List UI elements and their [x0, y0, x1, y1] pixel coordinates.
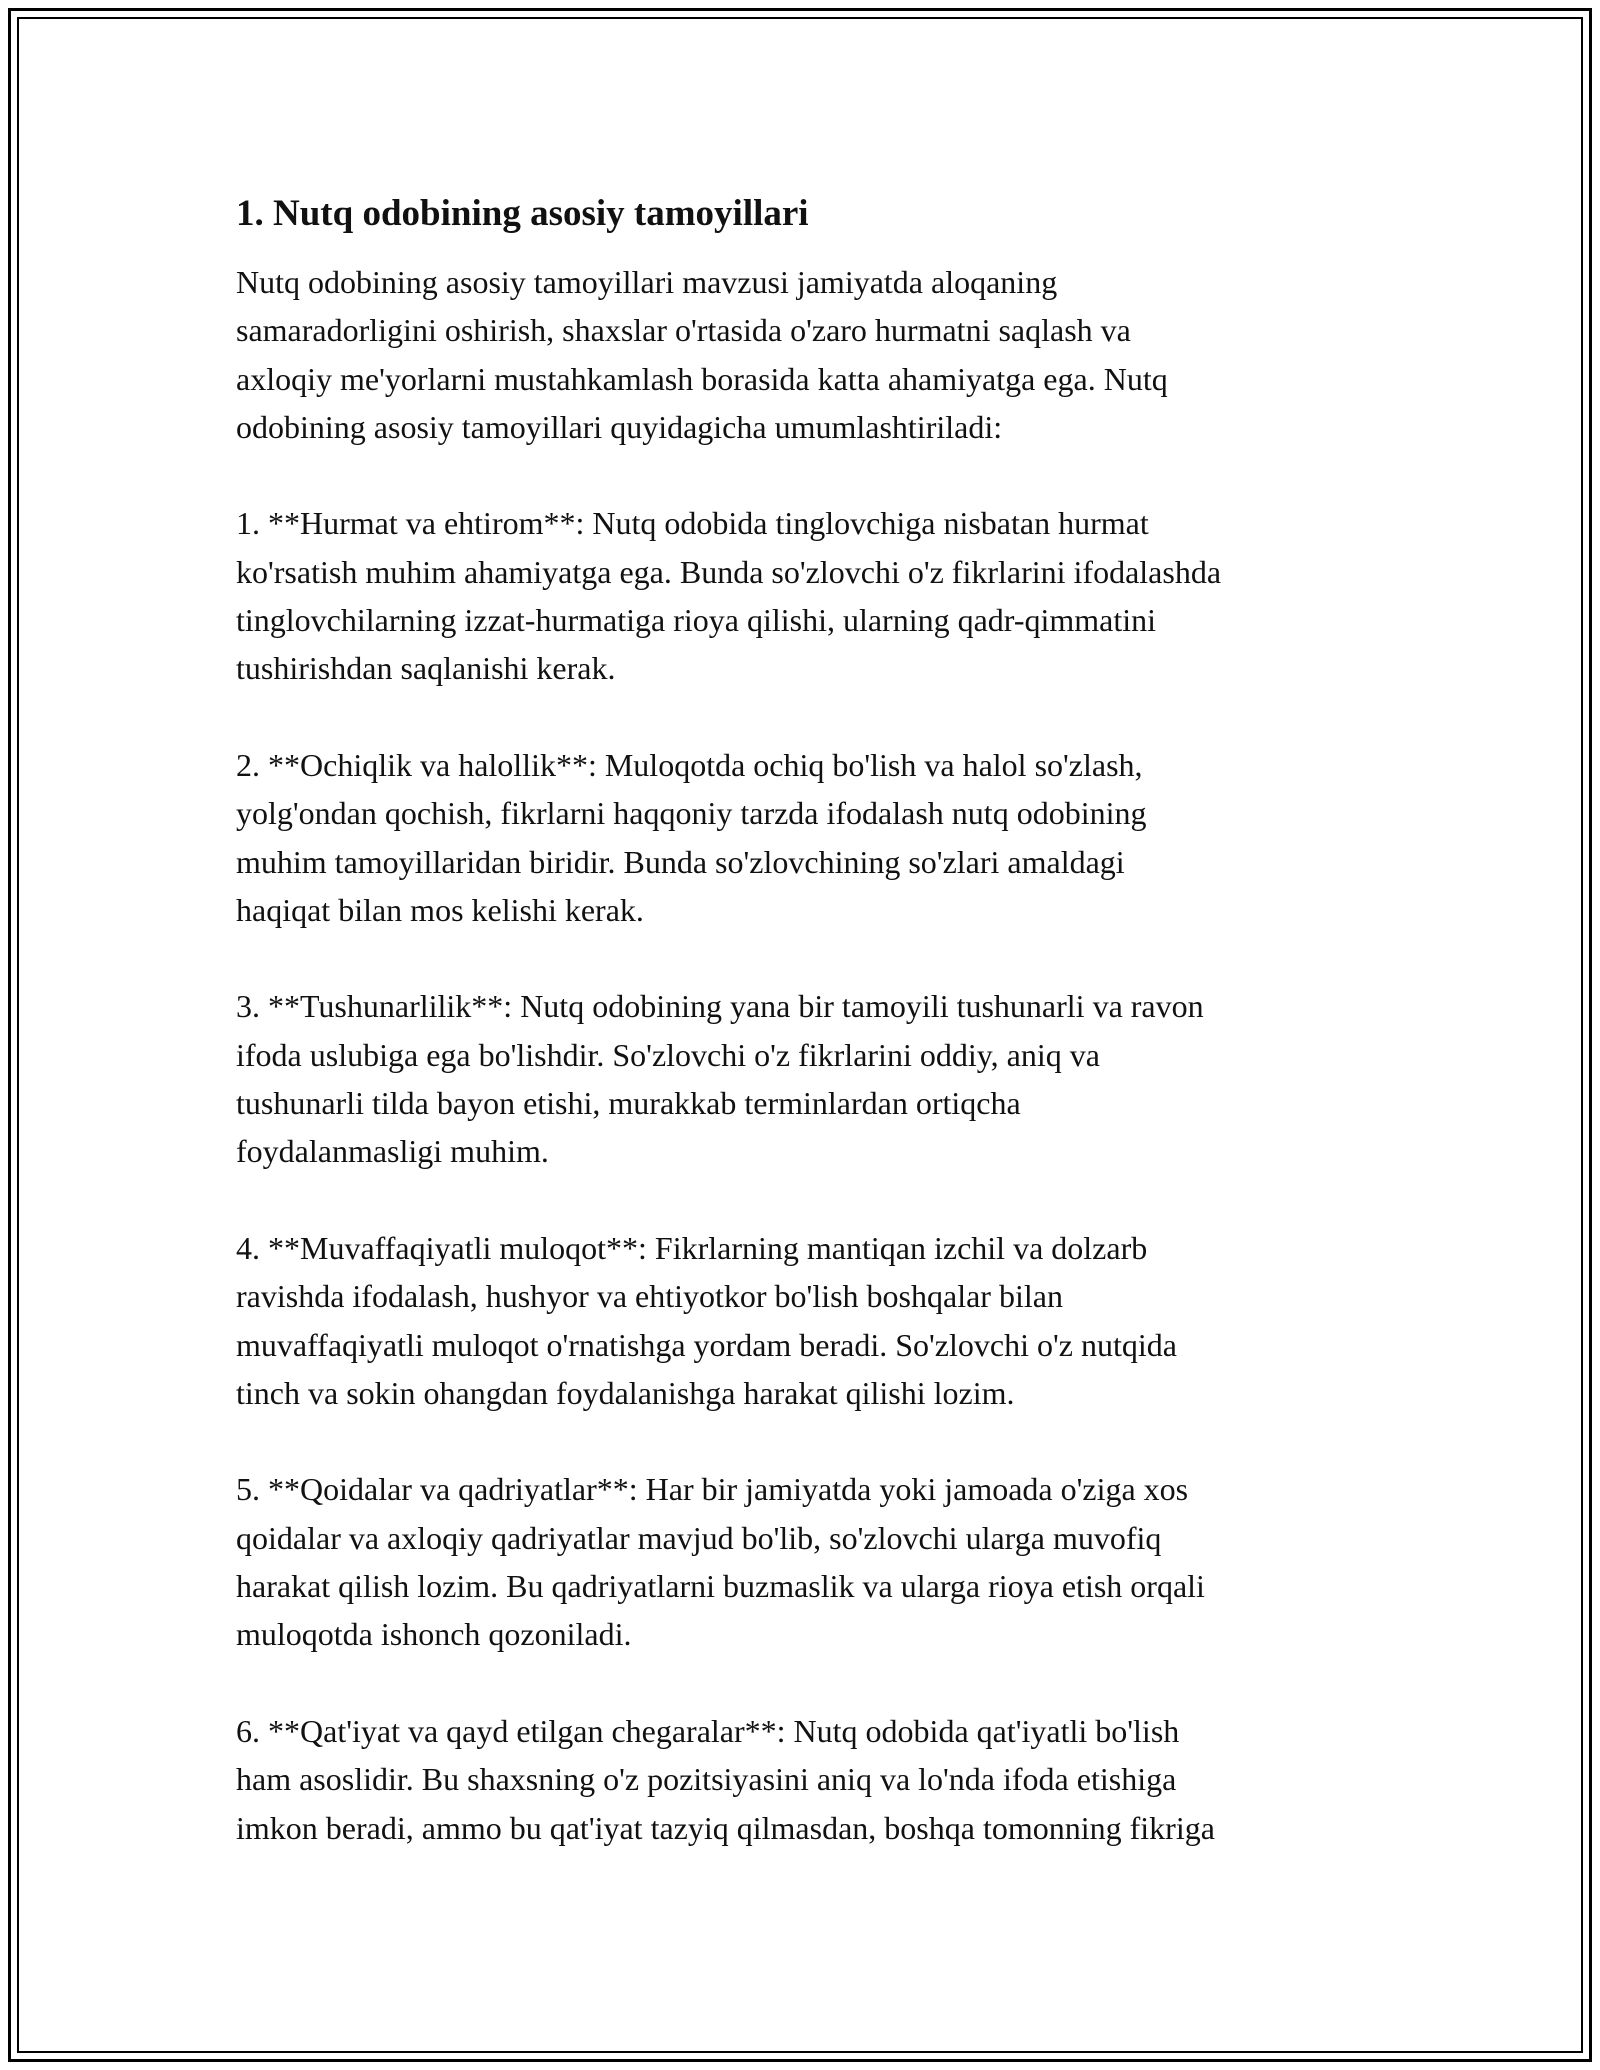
document-body — [236, 190, 1386, 1900]
intro-paragraph: Nutq odobining asosiy tamoyillari mavzusi jamiyatda aloqaning samaradorligini oshirish, shaxslar o'rtasida o'zaro hurmatni saqlash va axloqiy me'yorlarni mustahkamlash borasida katta ahamiyatga ega. Nutq odobining asosiy tamoyillari quyidagicha umumlashtiriladi: — [236, 264, 1168, 445]
principle-2-paragraph: 2. **Ochiqlik va halollik**: Muloqotda ochiq bo'lish va halol so'zlash, yolg'ondan qochish, fikrlarni haqqoniy tarzda ifodalash nutq odobining muhim tamoyillaridan biridir. Bunda so'zlovchining so'zlari amaldagi haqiqat bilan mos kelishi kerak. — [236, 746, 1147, 928]
principle-1-paragraph: 1. **Hurmat va ehtirom**: Nutq odobida tinglovchiga nisbatan hurmat ko'rsatish muhim ahamiyatga ega. Bunda so'zlovchi o'z fikrlarini ifodalashda tinglovchilarning izzat-hurmatiga rioya qilishi, ularning qadr-qimmatini tushirishdan saqlanishi kerak. — [236, 505, 1222, 687]
section-title: 1. Nutq odobining asosiy tamoyillari — [236, 193, 809, 234]
principle-3-paragraph: 3. **Tushunarlilik**: Nutq odobining yana bir tamoyili tushunarli va ravon ifoda uslubiga ega bo'lishdir. So'zlovchi o'z fikrlarini oddiy, aniq va tushunarli tilda bayon etishi, murakkab terminlardan ortiqcha foydalanmasligi muhim. — [236, 988, 1204, 1170]
principle-6-paragraph: 6. **Qat'iyat va qayd etilgan chegaralar**: Nutq odobida qat'iyatli bo'lish ham asoslidir. Bu shaxsning o'z pozitsiyasini aniq va lo'nda ifoda etishiga imkon beradi, ammo bu qat'iyat tazyiq qilmasdan, boshqa tomonning fikriga — [236, 1712, 1215, 1846]
principle-4-paragraph: 4. **Muvaffaqiyatli muloqot**: Fikrlarning mantiqan izchil va dolzarb ravishda ifodalash, hushyor va ehtiyotkor bo'lish boshqalar bilan muvaffaqiyatli muloqot o'rnatishga yordam beradi. So'zlovchi o'z nutqida tinch va sokin ohangdan foydalanishga harakat qilishi lozim. — [236, 1229, 1177, 1411]
principle-5-paragraph: 5. **Qoidalar va qadriyatlar**: Har bir jamiyatda yoki jamoada o'ziga xos qoidalar va axloqiy qadriyatlar mavjud bo'lib, so'zlovchi ularga muvofiq harakat qilish lozim. Bu qadriyatlarni buzmaslik va ularga rioya etish orqali muloqotda ishonch qozoniladi. — [236, 1471, 1205, 1653]
